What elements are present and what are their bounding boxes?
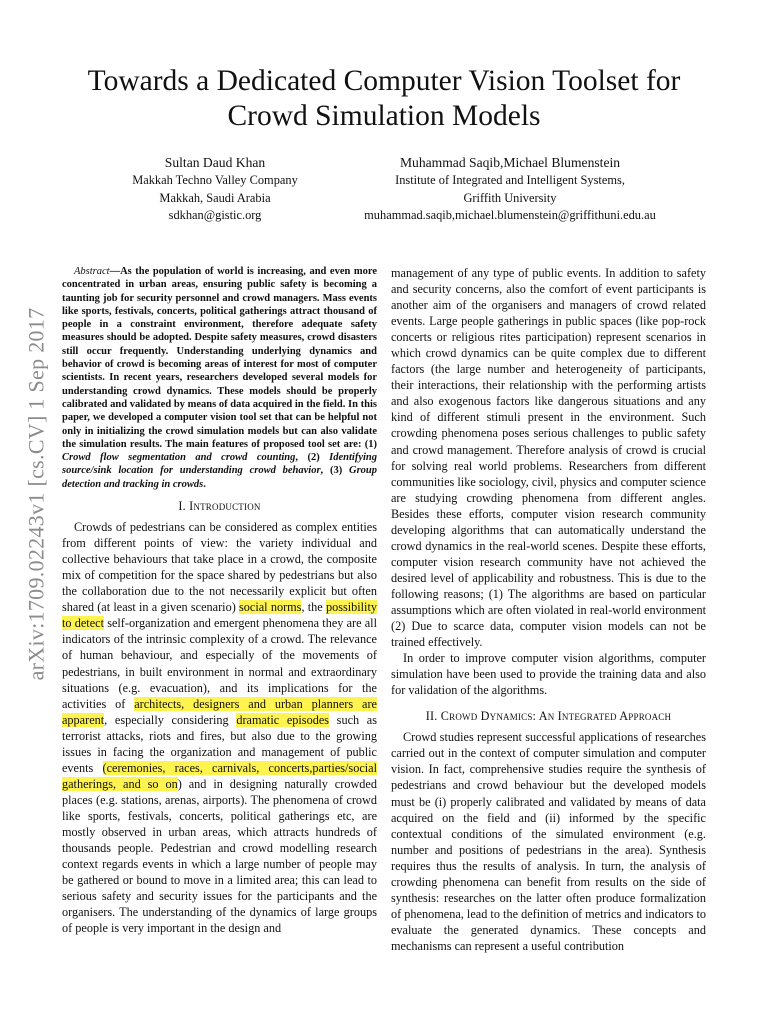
abstract-separator: , (3) [320, 465, 349, 477]
abstract-separator: , (2) [295, 452, 330, 464]
text-run: self-organization and emergent phenomena they are all indicators of the intrinsic complexity of a crowd. The relevance of human behaviour, and especially of the movements of pedestrians, in built environment in normal and extraordinary situations (e.g. evacuation), and its implications for the activities of [62, 616, 377, 711]
introduction-paragraph-continued: management of any type of public events. In addition to safety and security concerns, also the comfort of event participants is another aim of the organisers and managers of crowd related events. Large people gatherings in public spaces (like pop-rock concerts or religious rites participation) represent scenarios in which crowd dynamics can be quite complex due to different factors (the large number and heterogeneity of participants, their interactions, their relationship with the performing artists and also exogenous factors like dangerous situations and any kind of different stimuli present in the environment. Such crowding phenomena poses serious challenges to public safety and crowd management. Therefore analysis of crowd is crucial for solving real world problems. Researchers from different communities like sociology, civil, physics and computer science are studying crowding phenomena from different angles. Besides these efforts, computer vision research community developing algorithms that can automatically understand the crowd dynamics in the real-world scenes. Despite these efforts, computer vision research community have not achieved the desired level of applicability and robustness. This is due to the following reasons; (1) The algorithms are based on particular assumptions which are often violated in real-world environment (2) Due to scarce data, computer vision models can not be trained effectively. [391, 266, 706, 650]
abstract-feature-1: Crowd flow segmentation and crowd counting [62, 452, 296, 464]
section-title: Introduction [189, 499, 261, 514]
author-location: Griffith University [463, 190, 557, 205]
introduction-paragraph [62, 519, 377, 936]
highlight-public-events: (ceremonies, races, carnivals, concerts,parties/social gatherings, and so on [62, 760, 378, 791]
text-run: ) and in designing naturally crowded places (e.g. stations, arenas, airports). The phenomena of crowd like sports, festivals, concerts, political gatherings etc, are mostly observed in urban areas, which attracts hundreds of thousands people. Pedestrian and crowd modelling research context regards events in which a large number of people may be gathered or bound to move in a limited area; this can lead to serious safety and security issues for the participants and the organisers. The understanding of the dynamics of large groups of people is very important in the design and [62, 776, 377, 936]
introduction-paragraph-2: In order to improve computer vision algorithms, computer simulation have been used to provide the training data and also for validation of the algorithms. [391, 651, 706, 698]
author-email: muhammad.saqib,michael.blumenstein@griffithuni.edu.au [364, 208, 656, 222]
author-block-2 [340, 153, 680, 225]
author-location: Makkah, Saudi Arabia [159, 190, 271, 205]
highlight-possibility-to-detect: possibility to detect [62, 600, 377, 631]
abstract-end: . [203, 478, 206, 490]
section-title: Crowd Dynamics: An Integrated Approach [440, 709, 672, 724]
highlight-dramatic-episodes: dramatic episodes [236, 712, 330, 727]
text-run: , the [301, 600, 326, 615]
abstract [62, 265, 377, 491]
author-affiliation: Institute of Integrated and Intelligent Systems, [395, 173, 625, 187]
abstract-feature-3: Group detection and tracking in crowds [62, 465, 377, 490]
highlight-architects: architects, designers and urban planners are apparent [62, 696, 377, 727]
author-name: Sultan Daud Khan [164, 155, 266, 170]
arxiv-identifier-text: arXiv:1709.02243v1 [cs.CV] 1 Sep 2017 [23, 307, 48, 681]
abstract-text: —As the population of world is increasing, and even more concentrated in urban areas, ensuring public safety is becoming a taunting job for security personnel and crowd managers. Mass events like sports, festivals, concerts, political gatherings attract thousand of people in a constraint environment, therefore adequate safety measures should be adopted. Despite safety measures, crowd disasters still occur frequently. Understanding underlying dynamics and behavior of crowd is becoming areas of interest for most of computer scientists. In recent years, researchers developed several models for understanding crowd dynamics. These models should be properly calibrated and validated by means of data acquired in the field. In this paper, we developed a computer vision tool set that can be helpful not only in initializing the crowd simulation models but can also validate the simulation results. The main features of proposed tool set are: (1) [62, 266, 377, 450]
abstract-feature-2: Identifying source/sink location for understanding crowd behavior [62, 452, 377, 477]
crowd-dynamics-paragraph: Crowd studies represent successful applications of researches carried out in the context of computer simulation and computer vision. In fact, comprehensive studies require the synthesis of pedestrians and crowd behaviour but the developed models must be (i) properly calibrated and validated by means of data acquired on the field and (ii) informed by the specific contextual conditions of the simulated environment (e.g. number and positions of pedestrians in the area). Synthesis requires thus the results of analysis. In turn, the analysis of crowding phenomena can benefit from results on the side of synthesis: researches on the latter often produce formalization of phenomena, lead to the definition of metrics and indicators to evaluate the generated dynamics. These concepts and mechanisms can represent a useful contribution [391, 730, 706, 953]
author-block-1 [110, 153, 320, 225]
author-affiliation: Makkah Techno Valley Company [132, 173, 298, 187]
paper-title [60, 64, 708, 134]
title-line-2: Crowd Simulation Models [227, 100, 541, 132]
author-email: sdkhan@gistic.org [168, 208, 262, 222]
arxiv-identifier [10, 268, 62, 720]
right-column [391, 265, 706, 954]
text-run: such as terrorist attacks, riots and fires, but also due to the growing issues in facing the organization and management of public events [62, 712, 377, 775]
abstract-label: Abstract [74, 266, 110, 277]
section-heading-crowd-dynamics [391, 708, 706, 724]
highlight-social-norms: social norms [239, 600, 302, 615]
title-line-1: Towards a Dedicated Computer Vision Toolset for [87, 65, 681, 97]
left-column [62, 265, 377, 936]
text-run: Crowds of pedestrians can be considered as complex entities from different points of view: the variety individual and collective behaviours that take place in a crowd, the composite mix of competition for the space shared by pedestrians but also the collaboration due to the not necessarily explicit but often shared (at least in a given scenario) [62, 520, 377, 615]
text-run: , especially considering [104, 712, 237, 727]
section-numeral: I. [178, 499, 186, 514]
author-name: Muhammad Saqib,Michael Blumenstein [399, 155, 621, 170]
section-numeral: II. [425, 709, 438, 724]
section-heading-introduction [62, 498, 377, 514]
